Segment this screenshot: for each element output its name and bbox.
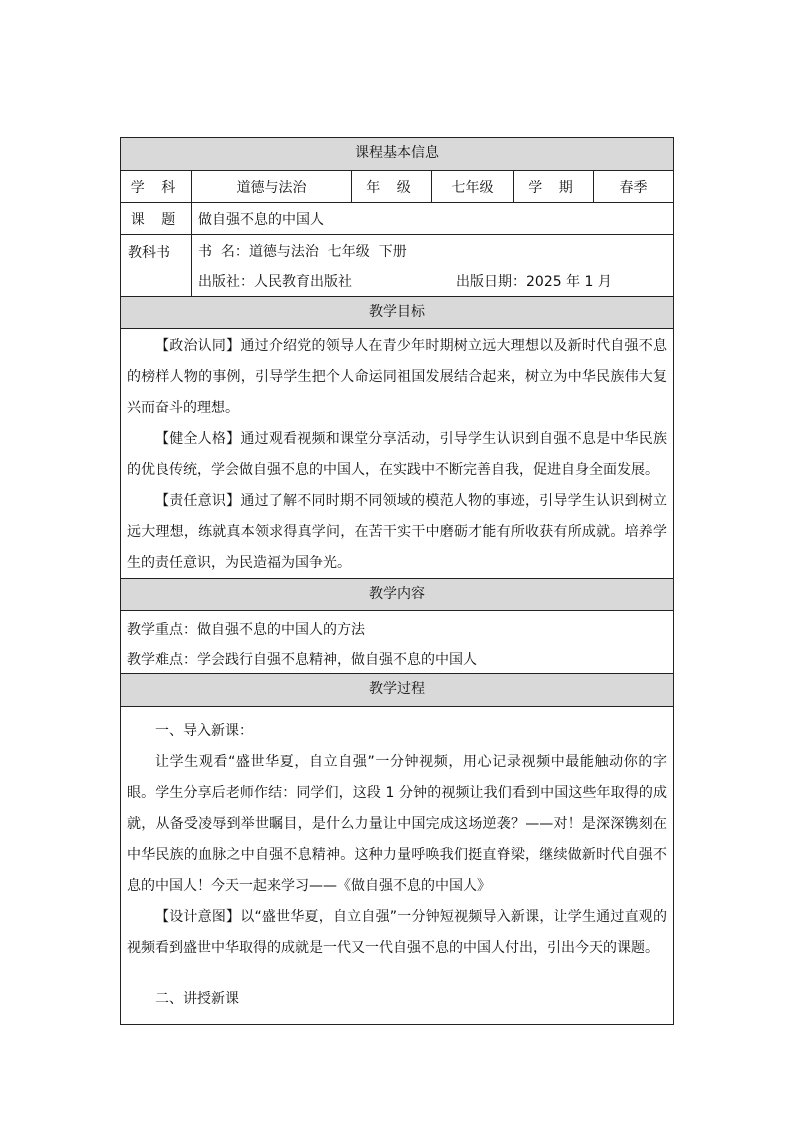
design-intent: 【设计意图】以“盛世华夏，自立自强”一分钟短视频导入新课，让学生通过直观的视频看到盛世中华取得的成就是一代又一代自强不息的中国人付出，引出今天的课题。 [127,909,667,956]
info-row-subject [121,171,673,203]
grade-label: 年 级 [351,171,431,202]
publisher: 出版社：人民教育出版社 [198,274,352,290]
textbook-details [191,235,673,296]
section-header-content [121,579,673,611]
objective-political: 【政治认同】通过介绍党的领导人在青少年时期树立远大理想以及新时代自强不息的榜样人物的事例，引导学生把个人命运同祖国发展结合起来，树立为中华民族伟大复兴而奋斗的理想。 [127,338,667,416]
textbook-label: 教科书 [128,245,170,261]
subject-label: 学 科 [130,179,182,196]
publication-date: 出版日期：2025 年 1 月 [456,274,612,290]
difficult-point: 教学难点：学会践行自强不息精神，做自强不息的中国人 [127,652,477,668]
info-row-textbook [121,235,673,297]
book-name: 书 名：道德与法治 七年级 下册 [198,244,407,260]
key-point: 教学重点：做自强不息的中国人的方法 [127,622,365,638]
section-title: 教学内容 [369,586,425,602]
grade-value: 七年级 [431,171,513,202]
topic-value: 做自强不息的中国人 [191,203,673,234]
subject-value: 道德与法治 [191,171,351,202]
step2-title: 二、讲授新课 [155,991,239,1007]
step1-body: 让学生观看“盛世华夏，自立自强”一分钟视频，用心记录视频中最能触动你的字眼。学生分享后老师作结：同学们，这段 1 分钟的视频让我们看到中国这些年取得的成就，从备受凌辱到举世瞩目，是什么力量让中国完成这场逆袭？——对！是深深镌刻在中华民族的血脉之中自强不息精神。这种力量呼唤我们挺直脊梁，继续做新时代自强不息的中国人！今天一起来学习——《做自强不息的中国人》 [127,754,667,894]
objectives-body [121,329,673,579]
process-body [121,707,673,1024]
term-value: 春季 [593,171,673,202]
section-header-process [121,674,673,707]
section-header-objectives [121,297,673,329]
step1-title: 一、导入新课： [155,723,253,739]
topic-label: 课 题 [130,211,182,228]
term-label: 学 期 [513,171,593,202]
objective-responsibility: 【责任意识】通过了解不同时期不同领域的模范人物的事迹，引导学生认识到树立远大理想，练就真本领求得真学问，在苦干实干中磨砺才能有所收获有所成就。培养学生的责任意识，为民造福为国争光。 [127,493,667,571]
section-header-basic-info [121,138,673,171]
section-title: 教学过程 [369,681,425,697]
section-title: 教学目标 [369,304,425,320]
lesson-plan-table [120,137,674,1025]
objective-personality: 【健全人格】通过观看视频和课堂分享活动，引导学生认识到自强不息是中华民族的优良传统，学会做自强不息的中国人，在实践中不断完善自我，促进自身全面发展。 [127,431,667,478]
info-row-topic [121,203,673,235]
section-title: 课程基本信息 [355,145,439,161]
content-body [121,611,673,674]
